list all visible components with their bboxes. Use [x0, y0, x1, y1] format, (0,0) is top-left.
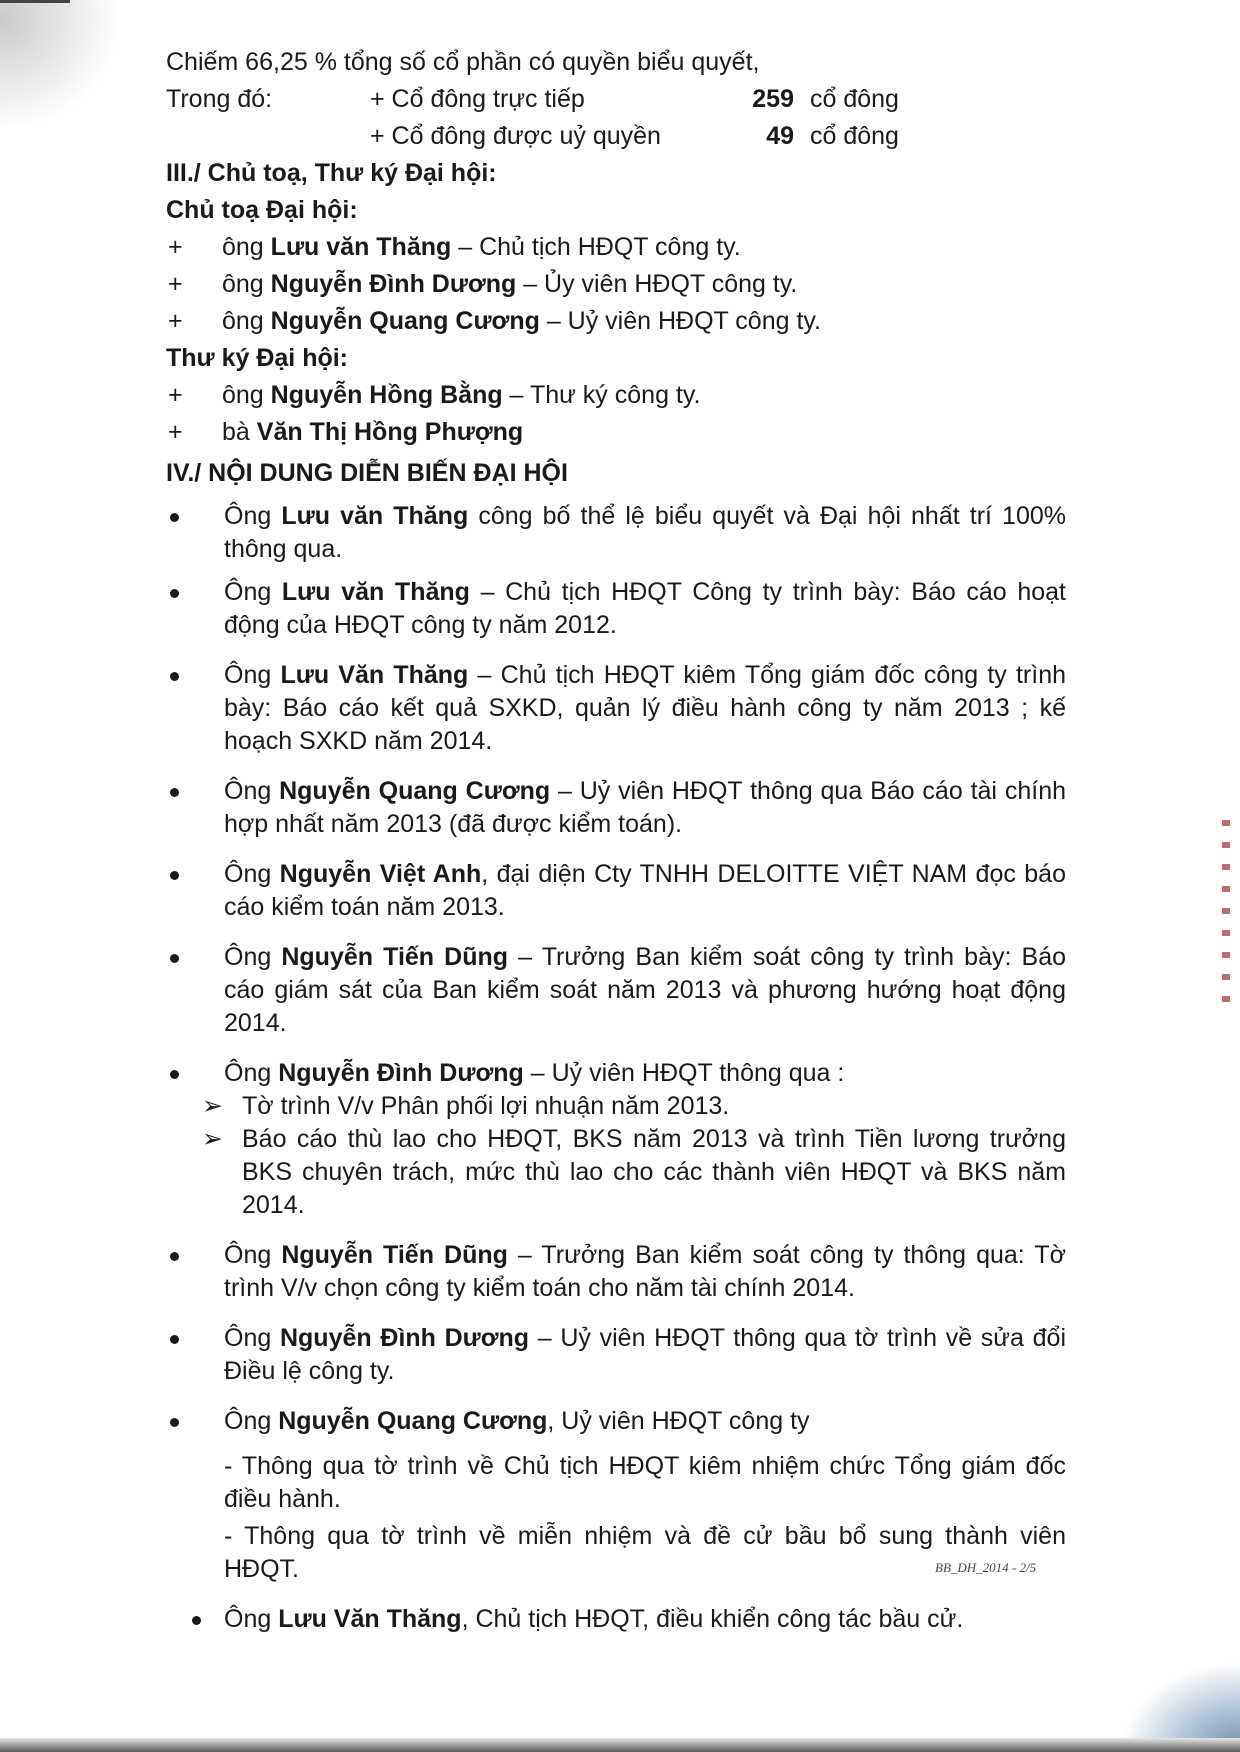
chair-heading: Chủ toạ Đại hội: [166, 196, 358, 224]
plus-mark: + [168, 270, 183, 298]
bullet-dot [170, 954, 179, 963]
proceeding-item [166, 1239, 1066, 1305]
plus-mark: + [168, 233, 183, 261]
bullet-dot [170, 788, 179, 797]
person-name: Nguyễn Việt Anh [279, 860, 482, 888]
attendance-percent: Chiếm 66,25 % tổng số cổ phần có quyền biểu quyết, [166, 48, 760, 76]
person-name: Nguyễn Quang Cương [270, 307, 540, 335]
title-prefix: ông [222, 307, 271, 335]
person-name: Nguyễn Quang Cương [278, 1407, 548, 1435]
person-role: – Thư ký công ty. [502, 381, 701, 409]
bullet-dot [170, 871, 179, 880]
person-role: – Ủy viên HĐQT công ty. [516, 270, 798, 298]
proceeding-item [166, 941, 1066, 1040]
attendance-label: Trong đó: [166, 85, 273, 113]
item-text: – Trưởng Ban kiểm soát công ty thông qua: Tờ trình V/v chọn công ty kiểm toán cho năm tài chính 2014. [224, 1241, 1067, 1302]
title-prefix: Ông [224, 578, 282, 606]
person-name: Lưu văn Thăng [281, 578, 470, 606]
proceeding-item [166, 775, 1066, 841]
item-text: , Chủ tịch HĐQT, điều khiển công tác bầu cử. [461, 1605, 964, 1633]
item-text: – Uỷ viên HĐQT thông qua tờ trình về sửa đổi Điều lệ công ty. [224, 1324, 1067, 1385]
title-prefix: Ông [224, 1241, 282, 1269]
attendance-type: + Cổ đông được uỷ quyền [370, 122, 661, 150]
section-3-heading: III./ Chủ toạ, Thư ký Đại hội: [166, 159, 497, 187]
attendance-unit: cổ đông [810, 122, 899, 150]
scan-shadow [0, 0, 120, 130]
dash-item: - Thông qua tờ trình về miễn nhiệm và đề cử bầu bổ sung thành viên HĐQT. [224, 1522, 1066, 1583]
bullet-dot [170, 589, 179, 598]
item-text: – Trưởng Ban kiểm soát công ty trình bày: Báo cáo giám sát của Ban kiểm soát năm 2013 và phương hướng hoạt động 2014. [224, 943, 1067, 1037]
title-prefix: Ông [224, 1324, 280, 1352]
title-prefix: ông [222, 233, 271, 261]
proceeding-item [166, 1405, 1066, 1586]
title-prefix: Ông [224, 502, 282, 530]
title-prefix: Ông [224, 1407, 279, 1435]
person-name: Nguyễn Quang Cương [279, 777, 551, 805]
document-body [166, 46, 1066, 1636]
scan-bottom-edge [0, 1738, 1240, 1752]
chair-item [166, 268, 1066, 305]
person-name: Nguyễn Hồng Bằng [270, 381, 503, 409]
bullet-dot [192, 1616, 201, 1625]
item-text: – Chủ tịch HĐQT kiêm Tổng giám đốc công ty trình bày: Báo cáo kết quả SXKD, quản lý điều hành công ty năm 2013 ; kế hoạch SXKD năm 2014. [224, 661, 1067, 755]
chair-item [166, 231, 1066, 268]
attendance-row-proxy [166, 120, 1066, 157]
person-name: Nguyễn Đình Dương [279, 1324, 530, 1352]
person-role: – Chủ tịch HĐQT công ty. [451, 233, 741, 261]
item-text: , đại diện Cty TNHH DELOITTE VIỆT NAM đọc báo cáo kiểm toán năm 2013. [224, 860, 1066, 921]
title-prefix: Ông [224, 1059, 279, 1087]
item-text: công bố thể lệ biểu quyết và Đại hội nhất trí 100% thông qua. [224, 502, 1066, 563]
bullet-dot [170, 1070, 179, 1079]
secretary-item [166, 416, 1066, 453]
person-name: Lưu Văn Thăng [278, 1605, 462, 1633]
attendance-type: + Cổ đông trực tiếp [370, 85, 585, 113]
proceeding-item [166, 500, 1066, 566]
item-text: , Uỷ viên HĐQT công ty [547, 1407, 810, 1435]
title-prefix: Ông [224, 661, 281, 689]
page-footer-code: BB_DH_2014 - 2/5 [935, 1560, 1037, 1575]
proceeding-item [166, 1057, 1066, 1222]
bullet-dot [170, 513, 179, 522]
plus-mark: + [168, 418, 183, 446]
person-name: Nguyễn Tiến Dũng [281, 1241, 508, 1269]
attendance-row-direct [166, 83, 1066, 120]
proceeding-item [188, 1603, 1066, 1636]
attendance-count: 259 [752, 85, 794, 113]
person-role: – Uỷ viên HĐQT công ty. [539, 307, 821, 335]
attendance-unit: cổ đông [810, 85, 899, 113]
proceeding-item [166, 659, 1066, 758]
proceeding-item [166, 576, 1066, 642]
arrow-bullet-icon: ➢ [202, 1092, 223, 1120]
proceedings-list [166, 500, 1066, 1636]
sub-item [202, 1090, 1066, 1123]
person-name: Lưu Văn Thăng [280, 661, 469, 689]
person-name: Văn Thị Hồng Phượng [256, 418, 524, 446]
item-text: – Uỷ viên HĐQT thông qua Báo cáo tài chính hợp nhất năm 2013 (đã được kiểm toán). [224, 777, 1067, 838]
section-4-heading: IV./ NỘI DUNG DIỄN BIẾN ĐẠI HỘI [166, 459, 568, 487]
item-text: – Chủ tịch HĐQT Công ty trình bày: Báo cáo hoạt động của HĐQT công ty năm 2012. [224, 578, 1067, 639]
title-prefix: Ông [224, 777, 280, 805]
bullet-dot [170, 1335, 179, 1344]
secretary-heading: Thư ký Đại hội: [166, 344, 349, 372]
chair-item [166, 305, 1066, 342]
sub-item [202, 1123, 1066, 1222]
title-prefix: Ông [224, 943, 282, 971]
title-prefix: ông [222, 381, 271, 409]
proceeding-item [166, 1322, 1066, 1388]
attendance-count: 49 [766, 122, 794, 150]
sub-item-text: Tờ trình V/v Phân phối lợi nhuận năm 2013. [242, 1092, 730, 1120]
person-name: Lưu văn Thăng [270, 233, 452, 261]
item-text: – Uỷ viên HĐQT thông qua : [523, 1059, 845, 1087]
person-name: Nguyễn Đình Dương [270, 270, 517, 298]
arrow-bullet-icon: ➢ [202, 1125, 223, 1153]
title-prefix: Ông [224, 1605, 279, 1633]
plus-mark: + [168, 381, 183, 409]
proceeding-item [166, 858, 1066, 924]
scan-edge-mark [0, 0, 70, 3]
bullet-dot [170, 672, 179, 681]
person-name: Nguyễn Tiến Dũng [281, 943, 509, 971]
person-name: Lưu văn Thăng [281, 502, 469, 530]
title-prefix: Ông [224, 860, 280, 888]
title-prefix: ông [222, 270, 271, 298]
secretary-item [166, 379, 1066, 416]
bullet-dot [170, 1418, 179, 1427]
dash-item: - Thông qua tờ trình về Chủ tịch HĐQT kiêm nhiệm chức Tổng giám đốc điều hành. [224, 1452, 1066, 1513]
title-prefix: bà [222, 418, 257, 446]
sub-item-text: Báo cáo thù lao cho HĐQT, BKS năm 2013 và trình Tiền lương trưởng BKS chuyên trách, mức thù lao cho các thành viên HĐQT và BKS năm 2014. [242, 1125, 1066, 1219]
bullet-dot [170, 1252, 179, 1261]
plus-mark: + [168, 307, 183, 335]
person-name: Nguyễn Đình Dương [278, 1059, 524, 1087]
scan-bleed-marks [1222, 820, 1230, 1010]
